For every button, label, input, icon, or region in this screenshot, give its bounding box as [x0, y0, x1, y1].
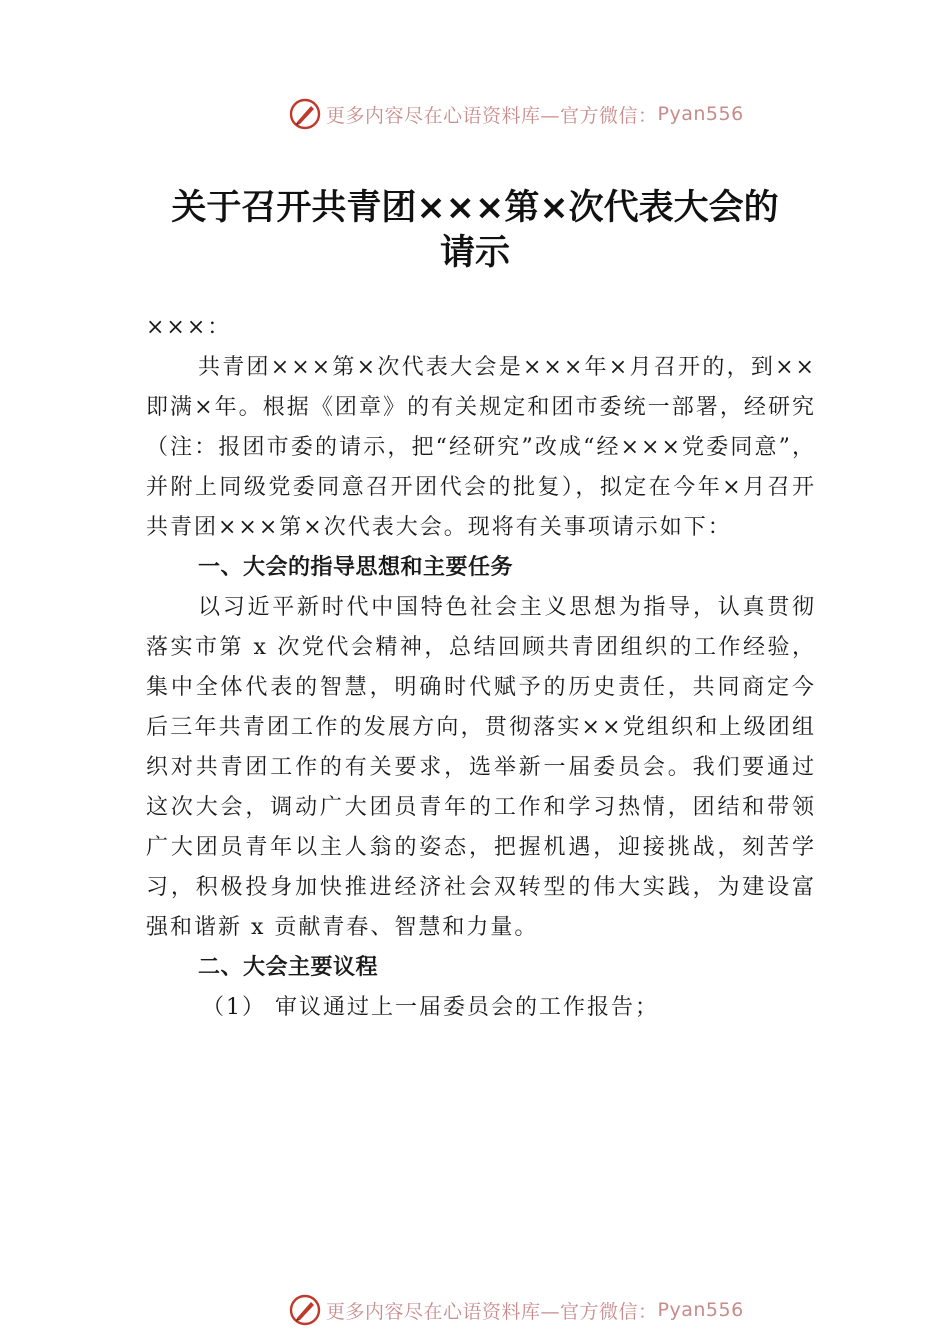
paragraph-intro: 共青团×××第×次代表大会是×××年×月召开的，到××即满×年。根据《团章》的有关规定和团市委统一部署，经研究（注：报团市委的请示，把“经研究”改成“经×××党委同意”，并附上同级党委同意召开团代会的批复），拟定在今年×月召开共青团×××第×次代表大会。现将有关事项请示如下：	[146, 355, 816, 540]
salutation: ×××：	[146, 315, 232, 340]
watermark-text: 更多内容尽在心语资料库—官方微信：	[326, 1300, 658, 1323]
watermark-text: 更多内容尽在心语资料库—官方微信：	[326, 104, 658, 127]
paragraph-guiding-thought: 以习近平新时代中国特色社会主义思想为指导，认真贯彻落实市第 x 次党代会精神，总结回顾共青团组织的工作经验，集中全体代表的智慧，明确时代赋予的历史责任，共同商定今后三年共青团工作的发展方向，贯彻落实××党组织和上级团组织对共青团工作的有关要求，选举新一届委员会。我们要通过这次大会，调动广大团员青年的工作和学习热情，团结和带领广大团员青年以主人翁的姿态，把握机遇，迎接挑战，刻苦学习，积极投身加快推进经济社会双转型的伟大实践，为建设富强和谐新 x 贡献青春、智慧和力量。	[146, 595, 816, 940]
quill-pen-logo-icon	[288, 97, 322, 131]
title-line-2: 请示	[439, 233, 510, 273]
quill-pen-logo-icon	[288, 1293, 322, 1327]
watermark-footer	[288, 1292, 808, 1328]
section-heading-1: 一、大会的指导思想和主要任务	[198, 555, 514, 580]
watermark-account: Pyan556	[657, 103, 744, 125]
watermark-header	[288, 96, 808, 132]
document-body	[146, 308, 816, 1028]
agenda-item-1: （1） 审议通过上一届委员会的工作报告；	[202, 995, 659, 1020]
watermark-account: Pyan556	[657, 1299, 744, 1321]
document-title	[100, 186, 850, 276]
section-heading-2: 二、大会主要议程	[198, 955, 379, 980]
title-line-1: 关于召开共青团×××第×次代表大会的	[171, 188, 779, 228]
